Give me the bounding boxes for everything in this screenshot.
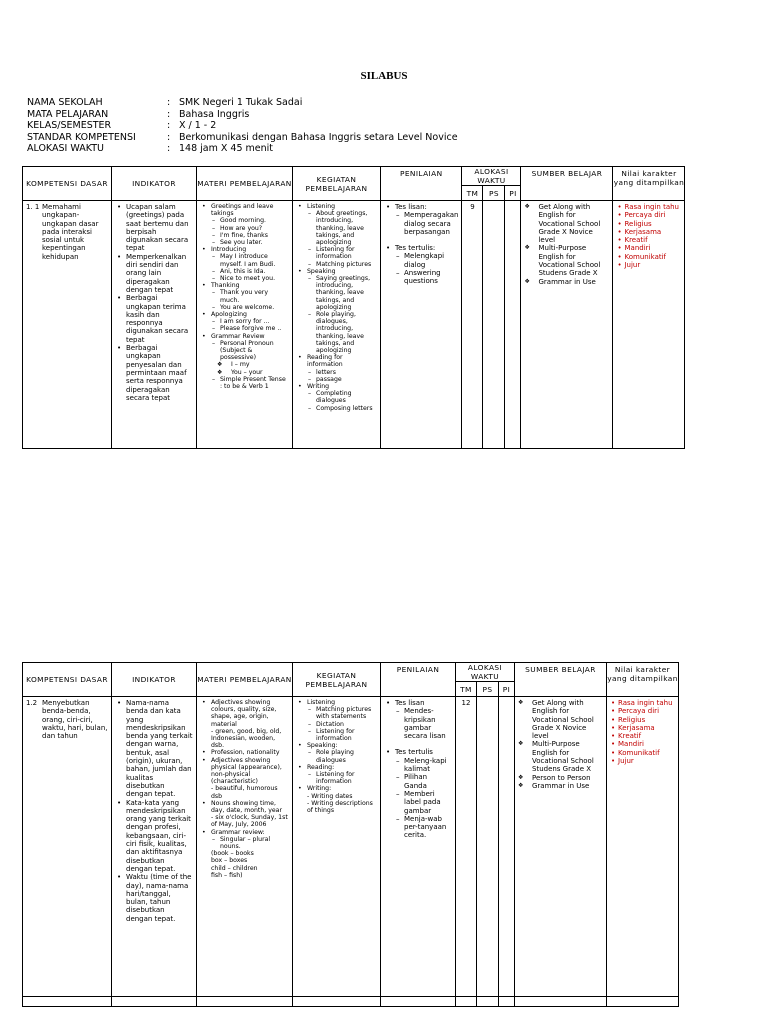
kegiatan-item: • Reading: – Listening for information [296,764,377,786]
header-pi: PI [505,186,521,201]
tm-value: 12 [456,697,477,997]
header-alokasi: ALOKASI WAKTU [462,167,521,186]
pi-value [505,201,521,449]
penilaian-item: • Tes tertulis – Meleng-kapi kalimat – Pilihan Ganda – Memberi label pada gambar – Menja-wab per-tanyaan cerita. [384,748,452,839]
penilaian-subitem: – Memberi label pada gambar [395,790,452,815]
info-separator: : [167,120,171,132]
nilai-item: • Mandiri [616,244,681,252]
header-penilaian: PENILAIAN [381,167,462,201]
materi-subitem: fish – fish) [211,871,243,879]
penilaian-subitem: – Mendes-kripsikan gambar secara lisan [395,707,452,740]
nilai-item: • Kreatif [610,732,675,740]
kegiatan-item: • Writing: - Writing dates - Writing descriptions of things [296,785,377,814]
info-value: SMK Negeri 1 Tukak Sadai [179,97,303,108]
nilai-item: • Jujur [616,261,681,269]
info-value: X / 1 - 2 [179,120,217,132]
indikator-item: • Kata-kata yang mendeskripsikan orang yang terkait dengan profesi, kebangsaan, ciri-ciri fisik, kualitas, dan aktifitasnya disebutkan dengan tepat. [115,799,193,874]
nilai-item: • Rasa ingin tahu [610,699,675,707]
indikator-item: • Berbagai ungkapan penyesalan dan permintaan maaf serta responnya diperagakan secara tepat [115,344,193,402]
materi-subitem: – Please forgive me .. [211,325,289,332]
materi-subitem: – Nice to meet you. [211,275,289,282]
kegiatan-subitem: – Listening for information [307,728,377,742]
header-ps: PS [477,682,499,697]
materi-subitem: – Ani, this is Ida. [211,268,289,275]
info-label: MATA PELAJARAN [27,108,109,120]
header-pi: PI [499,682,515,697]
materi-item: • Greetings and leave takings – Good morning. – How are you? – I'm fine, thanks – See you later. [200,203,289,246]
sumber-item: ❖ Get Along with English for Vocational School Grade X Novice level [518,699,603,740]
nilai-item: • Komunikatif [610,749,675,757]
indikator-item: • Berbagai ungkapan terima kasih dan responnya digunakan secara tepat [115,294,193,344]
kegiatan-subitem: – Dictation [307,721,377,728]
info-separator: : [167,131,171,143]
header-kompetensi: KOMPETENSI DASAR [23,167,112,201]
kegiatan-item: • Speaking – Saying greetings, introducing, thanking, leave takings, and apologizing – Role playing, dialogues, introducing, thanking, leave takings, and apologizing [296,268,377,354]
materi-subitem: - six o'clock, Sunday, 1st of May, July, 2006 [211,814,288,829]
kegiatan-subitem: – Matching pictures with statements [307,706,377,720]
info-value: Bahasa Inggris [179,108,250,120]
kegiatan-subitem: – Saying greetings, introducing, thanking, leave takings, and apologizing [307,275,377,311]
blank-cell [23,997,112,1007]
kegiatan-subitem: – passage [307,376,377,383]
penilaian-subitem: – Meleng-kapi kalimat [395,757,452,774]
nilai-item: • Kerjasama [610,724,675,732]
sumber-item: ❖ Multi-Purpose English for Vocational School Studens Grade X [518,740,603,773]
penilaian-subitem: – Menja-wab per-tanyaan cerita. [395,815,452,840]
materi-subitem: - green, good, big, old, Indonesian, wooden, dsb. [211,727,282,750]
materi-subitem: – Simple Present Tense : to be & Verb 1 [211,376,289,390]
materi-item: • Adjectives showing colours, quality, size, shape, age, origin, material - green, good, big, old, Indonesian, wooden, dsb. [200,699,289,749]
info-separator: : [167,108,171,120]
kegiatan-subitem: – About greetings, introducing, thanking, leave takings, and apologizing [307,210,377,246]
tm-value: 9 [462,201,483,449]
header-tm: TM [462,186,483,201]
blank-cell [456,997,477,1007]
kegiatan-item: • Listening – About greetings, introducing, thanking, leave takings, and apologizing – Listening for information – Matching pictures [296,203,377,268]
materi-item: • Nouns showing time, day, date, month, year - six o'clock, Sunday, 1st of May, July, 2006 [200,800,289,829]
penilaian-subitem: – Memperagakan dialog secara berpasangan [395,211,458,236]
materi-item: • Grammar review: – Singular – plural nouns. (book – books box – boxes child – children fish – fish) [200,829,289,879]
pi-value [499,697,515,997]
info-value: 148 jam X 45 menit [179,143,274,155]
materi-subitem: child – children [211,864,258,872]
materi-subitem: – Personal Pronoun (Subject & possessive) [211,340,289,362]
kegiatan-subitem: – Role playing, dialogues, introducing, thanking, leave takings, and apologizing [307,311,377,354]
header-alokasi: ALOKASI WAKTU [456,663,515,682]
kegiatan-subitem: – Matching pictures [307,261,377,268]
penilaian-subitem: – Answering questions [395,269,458,286]
info-row [27,97,579,109]
sumber-item: ❖ Get Along with English for Vocational School Grade X Novice level [524,203,609,244]
syllabus-table-1 [22,166,685,449]
header-indikator: INDIKATOR [112,663,197,697]
header-kegiatan: KEGIATAN PEMBELAJARAN [293,663,381,697]
ps-value [483,201,505,449]
materi-subitem: – Singular – plural nouns. [211,836,289,850]
header-tm: TM [456,682,477,697]
kd-number: 1. 1 [26,203,40,211]
materi-cell [197,201,293,449]
info-value: Berkomunikasi dengan Bahasa Inggris setara Level Novice [179,131,458,143]
kegiatan-subitem: – Listening for information [307,246,377,260]
nilai-item: • Kreatif [616,236,681,244]
materi-item: • Adjectives showing physical (appearance), non-physical (characteristic) - beautiful, humorous dsb [200,757,289,800]
kegiatan-subitem: - Writing descriptions of things [307,799,373,815]
materi-item: • Grammar Review – Personal Pronoun (Subject & possessive) ❖ I – my ❖ You – your – Simple Present Tense : to be & Verb 1 [200,333,289,391]
nilai-cell [607,697,679,997]
kegiatan-subitem: – Composing letters [307,405,377,412]
kegiatan-item: • Writing – Completing dialogues – Composing letters [296,383,377,412]
indikator-item: • Nama-nama benda dan kata yang mendeskripsikan benda yang terkait dengan warna, bentuk, asal (origin), ukuran, bahan, jumlah dan kualitas disebutkan dengan tepat. [115,699,193,799]
info-label: ALOKASI WAKTU [27,143,104,155]
kompetensi-dasar-cell [23,201,112,449]
kegiatan-subitem: – Completing dialogues [307,390,377,404]
materi-subitem: – Thank you very much. [211,289,289,303]
syllabus-info [27,97,579,155]
blank-cell [293,997,381,1007]
header-ps: PS [483,186,505,201]
kd-text: Menyebutkan benda-benda, orang, ciri-ciri, waktu, hari, bulan, dan tahun [42,699,108,741]
kegiatan-item: • Listening – Matching pictures with statements – Dictation – Listening for information [296,699,377,742]
blank-cell [499,997,515,1007]
penilaian-item: • Tes tertulis: – Melengkapi dialog – Answering questions [384,244,458,285]
penilaian-item: • Tes lisan: – Memperagakan dialog secara berpasangan [384,203,458,236]
indikator-cell [112,697,197,997]
materi-subitem: – I'm fine, thanks [211,232,289,239]
materi-subitem: – Good morning. [211,217,289,224]
nilai-cell [613,201,685,449]
penilaian-cell [381,697,456,997]
penilaian-subitem: – Melengkapi dialog [395,252,458,269]
indikator-item: • Ucapan salam (greetings) pada saat bertemu dan berpisah digunakan secara tepat [115,203,193,253]
nilai-item: • Mandiri [610,740,675,748]
penilaian-subitem: – Pilihan Ganda [395,773,452,790]
nilai-item: • Percaya diri [610,707,675,715]
materi-subitem: ❖ You – your [217,369,289,376]
kegiatan-subitem: – Role playing dialogues [307,749,377,763]
header-sumber: SUMBER BELAJAR [521,167,613,201]
materi-subitem: (book – books [211,850,254,858]
nilai-item: • Jujur [610,757,675,765]
indikator-item: • Waktu (time of the day), nama-nama hari/tanggal, bulan, tahun disebutkan dengan tepat. [115,873,193,923]
blank-cell [607,997,679,1007]
info-separator: : [167,143,171,155]
document-title: SILABUS [360,70,408,82]
header-sumber: SUMBER BELAJAR [515,663,607,697]
kegiatan-subitem: - Writing dates [307,792,353,800]
kompetensi-dasar-cell [23,697,112,997]
blank-cell [197,997,293,1007]
kegiatan-cell [293,201,381,449]
blank-cell [477,997,499,1007]
nilai-item: • Religius [616,220,681,228]
sumber-cell [521,201,613,449]
materi-subitem: – I am sorry for ... [211,318,289,325]
materi-item: • Introducing – May I introduce myself. I am Budi. – Ani, this is Ida. – Nice to meet you. [200,246,289,282]
sumber-item: ❖ Multi-Purpose English for Vocational School Studens Grade X [524,244,609,277]
info-row [27,109,579,121]
nilai-item: • Percaya diri [616,211,681,219]
materi-subitem: – How are you? [211,225,289,232]
materi-cell [197,697,293,997]
kegiatan-subitem: – Listening for information [307,771,377,785]
materi-subitem: ❖ I – my [217,361,289,368]
sumber-item: ❖ Grammar in Use [524,278,609,286]
info-separator: : [167,97,171,108]
info-row [27,143,579,155]
header-nilai: Nilai karakter yang ditampilkan [613,167,685,201]
materi-item: • Profession, nationality [200,749,289,756]
sumber-item: ❖ Person to Person [518,774,603,782]
info-label: NAMA SEKOLAH [27,97,103,108]
blank-cell [112,997,197,1007]
blank-cell [515,997,607,1007]
header-indikator: INDIKATOR [112,167,197,201]
blank-cell [381,997,456,1007]
sumber-item: ❖ Grammar in Use [518,782,603,790]
header-materi: MATERI PEMBELAJARAN [197,663,293,697]
kegiatan-item: • Reading for information – letters – passage [296,354,377,383]
kd-number: 1.2 [26,699,38,707]
indikator-cell [112,201,197,449]
header-materi: MATERI PEMBELAJARAN [197,167,293,201]
penilaian-item: • Tes lisan – Mendes-kripsikan gambar secara lisan [384,699,452,740]
ps-value [477,697,499,997]
kegiatan-item: • Speaking: – Role playing dialogues [296,742,377,764]
syllabus-table-2 [22,662,679,1007]
materi-subitem: box – boxes [211,857,248,865]
sumber-cell [515,697,607,997]
materi-subitem: – See you later. [211,239,289,246]
nilai-item: • Religius [610,716,675,724]
info-label: KELAS/SEMESTER [27,120,112,132]
header-penilaian: PENILAIAN [381,663,456,697]
kd-text: Memahami ungkapan-ungkapan dasar pada interaksi sosial untuk kepentingan kehidupan [42,203,99,261]
header-nilai: Nilai karakter yang ditampilkan [607,663,679,697]
kegiatan-subitem: – letters [307,369,377,376]
nilai-item: • Rasa ingin tahu [616,203,681,211]
kegiatan-cell [293,697,381,997]
materi-subitem: - beautiful, humorous dsb [211,785,278,800]
materi-subitem: – May I introduce myself. I am Budi. [211,253,289,267]
header-kegiatan: KEGIATAN PEMBELAJARAN [293,167,381,201]
materi-subitem: – You are welcome. [211,304,289,311]
penilaian-cell [381,201,462,449]
info-row [27,132,579,144]
materi-item: • Apologizing – I am sorry for ... – Please forgive me .. [200,311,289,333]
nilai-item: • Kerjasama [616,228,681,236]
info-label: STANDAR KOMPETENSI [27,131,136,143]
nilai-item: • Komunikatif [616,253,681,261]
materi-item: • Thanking – Thank you very much. – You are welcome. [200,282,289,311]
indikator-item: • Memperkenalkan diri sendiri dan orang lain diperagakan dengan tepat [115,253,193,294]
header-kompetensi: KOMPETENSI DASAR [23,663,112,697]
info-row [27,120,579,132]
